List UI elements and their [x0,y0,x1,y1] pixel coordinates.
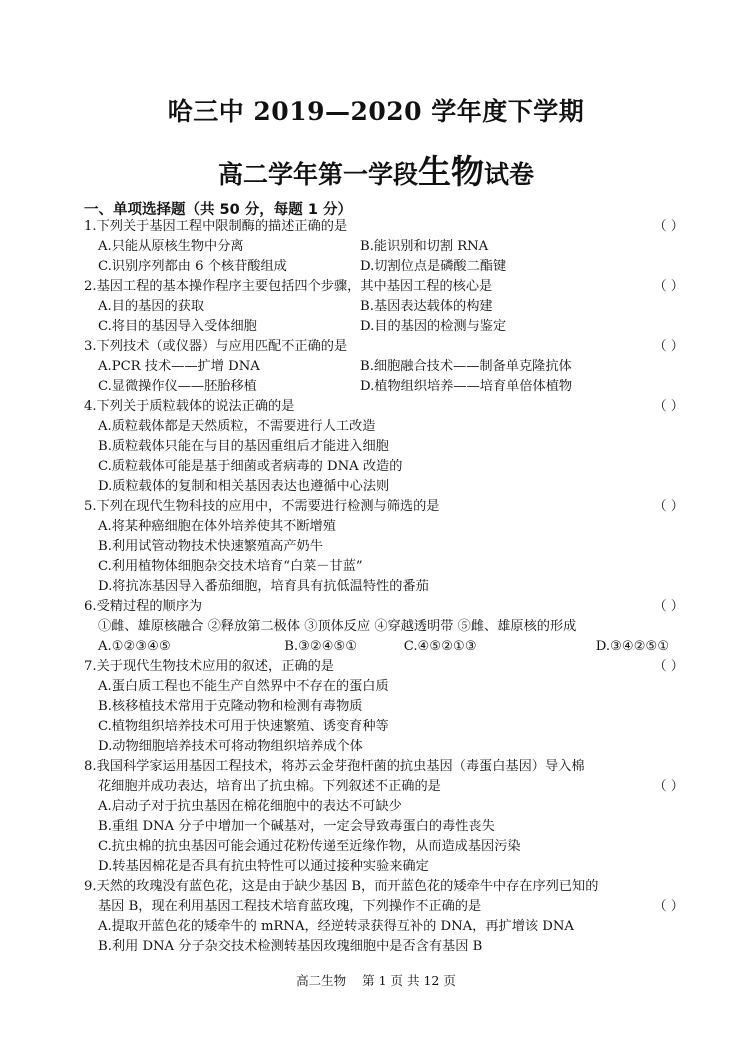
option-item: B.细胞融合技术——制备单克隆抗体 [360,359,572,374]
question-stem-line [84,897,684,917]
answer-blank: （ ） [653,399,684,414]
option-item: B.利用 DNA 分子杂交技术检测转基因玫瑰细胞中是否含有基因 B [98,939,483,954]
option-item: B.重组 DNA 分子中增加一个碱基对，一定会导致毒蛋白的毒性丧失 [98,819,495,834]
option-item: A.质粒载体都是天然质粒，不需要进行人工改造 [98,419,376,434]
option-item: B.基因表达载体的构建 [360,299,493,314]
title-prefix: 高二学年第一学段 [217,160,418,189]
question-stem-text: 3.下列技术（或仪器）与应用匹配不正确的是 [84,339,348,354]
option-row [84,297,684,317]
option-item: C.将目的基因导入受体细胞 [98,319,257,334]
question-stem-line [84,877,684,897]
question-stem-text: 9.天然的玫瑰没有蓝色花，这是由于缺少基因 B，而开蓝色花的矮牵牛中存在序列已知的 [84,879,599,894]
option-item: C.利用植物体细胞杂交技术培育“白菜－甘蓝” [98,559,363,574]
option-item: A.目的基因的获取 [98,299,205,314]
section-heading: 一、单项选择题（共 50 分，每题 1 分） [84,202,352,218]
question-stem-text: 8.我国科学家运用基因工程技术，将苏云金芽孢杆菌的抗虫基因（毒蛋白基因）导入棉 [84,759,585,774]
option-row [84,237,684,257]
question-stem-line [84,597,684,617]
title-subject: 生物 [418,152,484,191]
answer-blank: （ ） [653,219,684,234]
exam-title-line1: 哈三中 2019—2020 学年度下学期 [167,97,585,126]
question-stem-text: 5.下列在现代生物科技的应用中，不需要进行检测与筛选的是 [84,499,440,514]
option-item: C.质粒载体可能是基于细菌或者病毒的 DNA 改造的 [98,459,403,474]
option-item: D.动物细胞培养技术可将动物组织培养成个体 [98,739,363,754]
option-row [84,377,684,397]
question-stem-text: 花细胞并成功表达，培育出了抗虫棉。下列叙述不正确的是 [98,779,441,794]
question-stem-line [84,217,684,237]
footer-subject: 高二生物 [296,973,347,988]
question-stem-text: 1.下列关于基因工程中限制酶的描述正确的是 [84,219,348,234]
option-item: A.启动子对于抗虫基因在棉花细胞中的表达不可缺少 [98,799,402,814]
option-item: A.①②③④⑤ [98,639,171,654]
option-item: D.③④②⑤① [595,639,670,654]
question-stem-text: 4.下列关于质粒载体的说法正确的是 [84,399,295,414]
option-item: A.只能从原核生物中分离 [98,239,244,254]
sequence-items: ①雌、雄原核融合 ②释放第二极体 ③顶体反应 ④穿越透明带 ⑤雌、雄原核的形成 [98,619,577,634]
option-item: D.转基因棉花是否具有抗虫特性可以通过接种实验来确定 [98,859,429,874]
exam-title-line2 [0,146,752,193]
option-item: B.③②④⑤① [284,639,358,654]
page-footer [0,971,752,989]
option-row [84,357,684,377]
option-item: A.提取开蓝色花的矮牵牛的 mRNA，经逆转录获得互补的 DNA，再扩增该 DNA [98,919,574,934]
answer-blank: （ ） [653,779,684,794]
option-item: B.核移植技术常用于克隆动物和检测有毒物质 [98,699,363,714]
question-stem-line [84,777,684,797]
option-item: B.质粒载体只能在与目的基因重组后才能进入细胞 [98,439,389,454]
answer-blank: （ ） [653,279,684,294]
option-item: D.植物组织培养——培育单倍体植物 [360,379,573,394]
option-row [84,317,684,337]
question-stem-text: 6.受精过程的顺序为 [84,599,203,614]
option-item: D.质粒载体的复制和相关基因表达也遵循中心法则 [98,479,390,494]
question-stem-line [84,657,684,677]
option-item: D.将抗冻基因导入番茄细胞，培育具有抗低温特性的番茄 [98,579,429,594]
option-item: A.PCR 技术——扩增 DNA [98,359,260,374]
answer-blank: （ ） [653,339,684,354]
option-item: C.显微操作仪——胚胎移植 [98,379,257,394]
option-item: B.利用试管动物技术快速繁殖高产奶牛 [98,539,323,554]
footer-page: 第 1 页 共 12 页 [362,973,456,988]
question-stem-line [84,757,684,777]
answer-blank: （ ） [653,599,684,614]
option-item: A.蛋白质工程也不能生产自然界中不存在的蛋白质 [98,679,389,694]
question-stem-line [84,497,684,517]
option-item: C.抗虫棉的抗虫基因可能会通过花粉传递至近缘作物，从而造成基因污染 [98,839,521,854]
answer-blank: （ ） [653,899,684,914]
option-row [84,637,684,657]
question-list [84,217,684,957]
question-stem-text: 7.关于现代生物技术应用的叙述，正确的是 [84,659,334,674]
question-stem-text: 基因 B，现在利用基因工程技术培育蓝玫瑰，下列操作不正确的是 [98,899,482,914]
option-item: D.切割位点是磷酸二酯键 [360,259,507,274]
option-item: A.将某种癌细胞在体外培养使其不断增殖 [98,519,336,534]
option-row [84,257,684,277]
option-item: C.植物组织培养技术可用于快速繁殖、诱变育种等 [98,719,389,734]
title-suffix: 试卷 [484,160,535,189]
question-stem-line [84,397,684,417]
option-item: D.目的基因的检测与鉴定 [360,319,507,334]
option-item: C.识别序列都由 6 个核苷酸组成 [98,259,287,274]
question-stem-text: 2.基因工程的基本操作程序主要包括四个步骤，其中基因工程的核心是 [84,279,493,294]
answer-blank: （ ） [653,659,684,674]
question-stem-line [84,277,684,297]
answer-blank: （ ） [653,499,684,514]
option-item: B.能识别和切割 RNA [360,239,489,254]
question-stem-line [84,337,684,357]
option-item: C.④⑤②①③ [403,639,477,654]
